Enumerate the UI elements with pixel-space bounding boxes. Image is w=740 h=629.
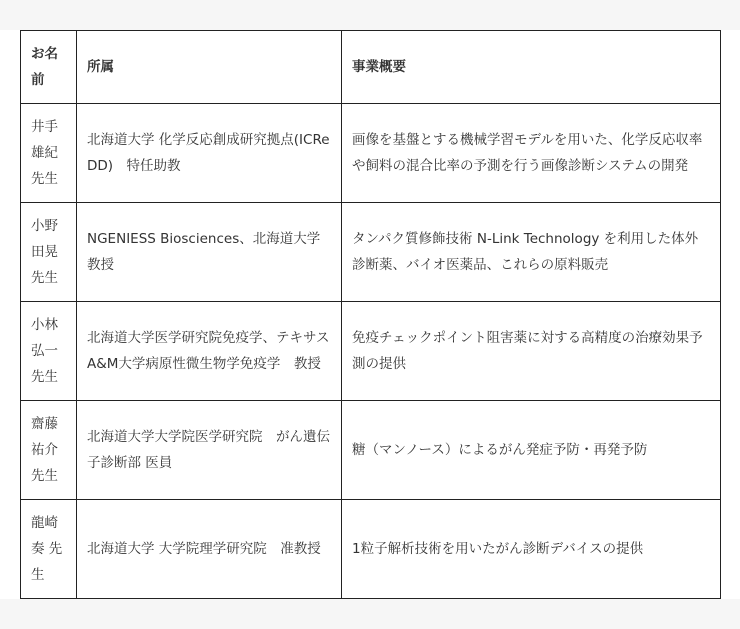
- table-row: [21, 302, 721, 401]
- cell-affiliation: 北海道大学大学院医学研究院 がん遺伝子診断部 医員: [77, 401, 342, 500]
- table-row: [21, 104, 721, 203]
- table-row: [21, 203, 721, 302]
- cell-name: 齋藤祐介先生: [21, 401, 77, 500]
- researcher-table: [20, 30, 721, 599]
- cell-name: 龍崎奏 先生: [21, 500, 77, 599]
- cell-summary: 糖（マンノース）によるがん発症予防・再発予防: [342, 401, 721, 500]
- table-header-row: [21, 31, 721, 104]
- cell-name: 小野田晃先生: [21, 203, 77, 302]
- cell-affiliation: 北海道大学 化学反応創成研究拠点(ICReDD) 特任助教: [77, 104, 342, 203]
- cell-summary: タンパク質修飾技術 N-Link Technology を利用した体外診断薬、バイオ医薬品、これらの原料販売: [342, 203, 721, 302]
- table-row: [21, 401, 721, 500]
- header-name: お名前: [21, 31, 77, 104]
- cell-affiliation: 北海道大学医学研究院免疫学、テキサスA&M大学病原性微生物学免疫学 教授: [77, 302, 342, 401]
- cell-affiliation: NGENIESS Biosciences、北海道大学 教授: [77, 203, 342, 302]
- header-summary: 事業概要: [342, 31, 721, 104]
- cell-summary: 画像を基盤とする機械学習モデルを用いた、化学反応収率や飼料の混合比率の予測を行う画像診断システムの開発: [342, 104, 721, 203]
- cell-name: 小林弘一先生: [21, 302, 77, 401]
- cell-affiliation: 北海道大学 大学院理学研究院 准教授: [77, 500, 342, 599]
- cell-name: 井手雄紀先生: [21, 104, 77, 203]
- header-affiliation: 所属: [77, 31, 342, 104]
- cell-summary: 免疫チェックポイント阻害薬に対する高精度の治療効果予測の提供: [342, 302, 721, 401]
- table-row: [21, 500, 721, 599]
- cell-summary: 1粒子解析技術を用いたがん診断デバイスの提供: [342, 500, 721, 599]
